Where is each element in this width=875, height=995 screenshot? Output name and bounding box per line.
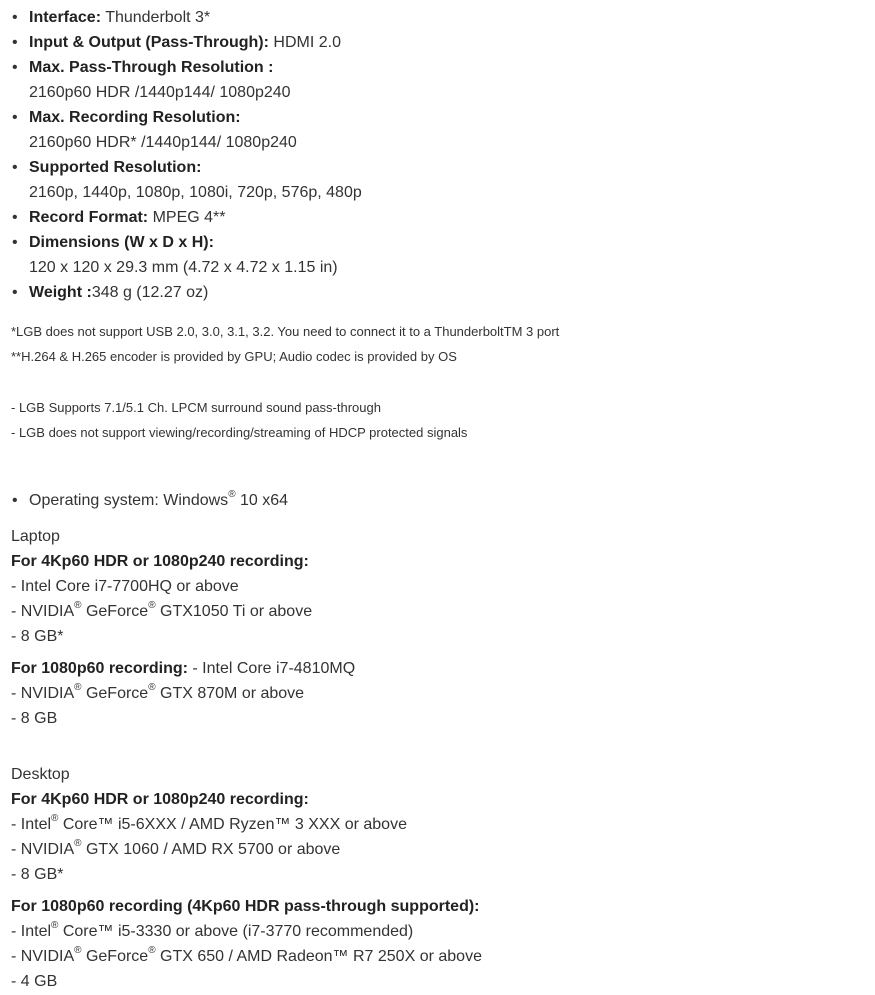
desktop-1080-heading: For 1080p60 recording (4Kp60 HDR pass-through supported): xyxy=(11,898,480,915)
note-surround: - LGB Supports 7.1/5.1 Ch. LPCM surround sound pass-through xyxy=(11,400,381,415)
text-part: - Intel xyxy=(11,923,52,940)
text-part: GTX 870M or above xyxy=(155,685,305,702)
spec-dimensions xyxy=(0,230,860,280)
desktop-4k-ram: - 8 GB* xyxy=(11,866,64,883)
text-part: Core™ i5-3330 or above (i7-3770 recommended) xyxy=(58,923,414,940)
spec-value: MPEG 4** xyxy=(148,209,226,226)
note-hdcp: - LGB does not support viewing/recording/streaming of HDCP protected signals xyxy=(11,425,468,440)
laptop-requirements xyxy=(11,524,861,731)
text-part: GeForce xyxy=(81,685,149,702)
desktop-1080-cpu xyxy=(11,919,861,944)
text-part: - NVIDIA xyxy=(11,603,75,620)
spec-pass-through-resolution xyxy=(0,55,860,105)
desktop-4k-cpu xyxy=(11,812,861,837)
spec-label: Max. Recording Resolution: xyxy=(29,109,241,126)
laptop-1080-heading: For 1080p60 recording: xyxy=(11,660,188,677)
registered-mark: ® xyxy=(228,488,236,500)
laptop-4k-gpu xyxy=(11,599,861,624)
registered-mark: ® xyxy=(148,599,156,611)
spec-recording-resolution xyxy=(0,105,860,155)
desktop-4k-gpu xyxy=(11,837,861,862)
spec-supported-resolution xyxy=(0,155,860,205)
laptop-title: Laptop xyxy=(11,528,60,545)
text-part: GeForce xyxy=(81,603,149,620)
registered-mark: ® xyxy=(148,944,156,956)
bullet-icon: • xyxy=(12,9,18,26)
spec-sub-value: 2160p, 1440p, 1080p, 1080i, 720p, 576p, 480p xyxy=(29,184,362,201)
registered-mark: ® xyxy=(74,837,82,849)
note-encoder: **H.264 & H.265 encoder is provided by GPU; Audio codec is provided by OS xyxy=(11,349,457,364)
spec-label: Dimensions (W x D x H): xyxy=(29,234,214,251)
spec-sub-value: 2160p60 HDR /1440p144/ 1080p240 xyxy=(29,84,291,101)
registered-mark: ® xyxy=(51,919,59,931)
note-usb: *LGB does not support USB 2.0, 3.0, 3.1, 3.2. You need to connect it to a ThunderboltTM 3 port xyxy=(11,324,560,339)
bullet-icon: • xyxy=(12,492,18,509)
desktop-1080-ram: - 4 GB xyxy=(11,973,58,990)
os-suffix: 10 x64 xyxy=(235,492,289,509)
spec-sub-value: 2160p60 HDR* /1440p144/ 1080p240 xyxy=(29,134,297,151)
spec-label: Input & Output (Pass-Through): xyxy=(29,34,269,51)
laptop-4k-heading: For 4Kp60 HDR or 1080p240 recording: xyxy=(11,553,309,570)
text-part: - NVIDIA xyxy=(11,685,75,702)
spec-label: Supported Resolution: xyxy=(29,159,202,176)
desktop-1080-gpu xyxy=(11,944,861,969)
registered-mark: ® xyxy=(74,681,82,693)
bullet-icon: • xyxy=(12,209,18,226)
laptop-1080-cpu: - Intel Core i7-4810MQ xyxy=(187,660,356,677)
spec-sub-value: 120 x 120 x 29.3 mm (4.72 x 4.72 x 1.15 in) xyxy=(29,259,338,276)
spec-value: 348 g (12.27 oz) xyxy=(91,284,209,301)
text-part: - Intel xyxy=(11,816,52,833)
bullet-icon: • xyxy=(12,59,18,76)
text-part: GTX 650 / AMD Radeon™ R7 250X or above xyxy=(155,948,482,965)
bullet-icon: • xyxy=(12,234,18,251)
registered-mark: ® xyxy=(74,599,82,611)
text-part: GTX 1060 / AMD RX 5700 or above xyxy=(81,841,341,858)
spec-record-format xyxy=(0,205,860,230)
os-requirement xyxy=(0,490,288,512)
desktop-title: Desktop xyxy=(11,766,70,783)
laptop-1080-ram: - 8 GB xyxy=(11,710,58,727)
spec-weight xyxy=(0,280,860,305)
spec-list xyxy=(0,5,860,305)
spec-interface xyxy=(0,5,860,30)
spec-label: Record Format: xyxy=(29,209,149,226)
text-part: GTX1050 Ti or above xyxy=(155,603,313,620)
bullet-icon: • xyxy=(12,109,18,126)
registered-mark: ® xyxy=(74,944,82,956)
bullet-icon: • xyxy=(12,159,18,176)
laptop-4k-ram: - 8 GB* xyxy=(11,628,64,645)
registered-mark: ® xyxy=(51,812,59,824)
os-prefix: Operating system: Windows xyxy=(29,492,229,509)
desktop-4k-heading: For 4Kp60 HDR or 1080p240 recording: xyxy=(11,791,309,808)
desktop-requirements xyxy=(11,762,861,994)
spec-label: Interface: xyxy=(29,9,102,26)
text-part: - NVIDIA xyxy=(11,841,75,858)
spec-value: Thunderbolt 3* xyxy=(101,9,211,26)
text-part: - NVIDIA xyxy=(11,948,75,965)
spec-label: Weight : xyxy=(29,284,92,301)
spec-input-output xyxy=(0,30,860,55)
text-part: GeForce xyxy=(81,948,149,965)
laptop-1080-gpu xyxy=(11,681,861,706)
laptop-4k-cpu: - Intel Core i7-7700HQ or above xyxy=(11,578,239,595)
bullet-icon: • xyxy=(12,34,18,51)
spec-value: HDMI 2.0 xyxy=(268,34,341,51)
registered-mark: ® xyxy=(148,681,156,693)
laptop-1080-row xyxy=(11,656,861,681)
text-part: Core™ i5-6XXX / AMD Ryzen™ 3 XXX or above xyxy=(58,816,407,833)
spec-label: Max. Pass-Through Resolution : xyxy=(29,59,274,76)
bullet-icon: • xyxy=(12,284,18,301)
